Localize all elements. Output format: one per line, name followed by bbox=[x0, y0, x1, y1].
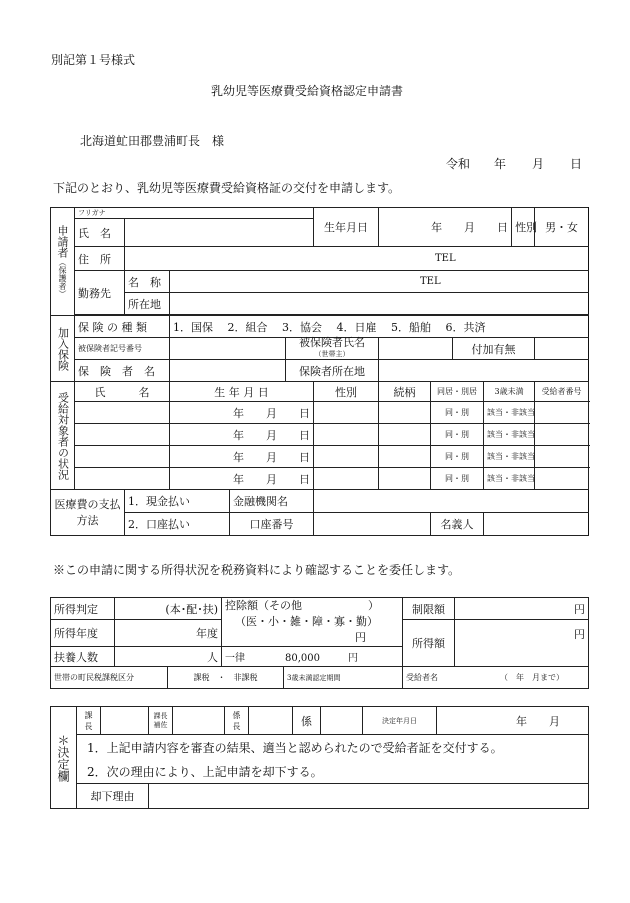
recipient-name-field[interactable] bbox=[75, 446, 170, 468]
recipient-relation[interactable] bbox=[379, 424, 431, 446]
limit-yen[interactable]: 円 bbox=[455, 598, 589, 620]
recipient-sex[interactable] bbox=[314, 446, 379, 468]
deduction-box[interactable]: 控除額（その他 ） （医・小・雑・障・寡・勤） 円 bbox=[222, 598, 403, 647]
bank-name-label: 金融機関名 bbox=[230, 490, 314, 513]
address-label: 住 所 bbox=[75, 247, 125, 271]
ka-cho-ho-stamp[interactable] bbox=[173, 707, 225, 735]
recipient-cohabit[interactable]: 同・別 bbox=[431, 424, 484, 446]
recipient-birth[interactable]: 年 月 日 bbox=[170, 402, 314, 424]
flat-deduction: 一律 80,000 円 bbox=[222, 647, 403, 667]
birth-label: 生年月日 bbox=[314, 208, 379, 247]
recipient-cohabit[interactable]: 同・別 bbox=[431, 468, 484, 490]
recipient-number[interactable] bbox=[535, 468, 589, 490]
sex-value[interactable]: 男・女 bbox=[535, 208, 589, 247]
under3-period-label: 3歳未満認定期間 bbox=[284, 667, 403, 689]
application-table bbox=[50, 207, 589, 536]
recipient-name-field[interactable] bbox=[75, 424, 170, 446]
workplace-addr-field[interactable] bbox=[170, 293, 589, 315]
payment-label: 医療費の支払方法 bbox=[51, 490, 125, 536]
recipient-sex[interactable] bbox=[314, 424, 379, 446]
insurance-types[interactable]: 1．国保 2．組合 3．協会 4．日雇 5．船舶 6．共済 bbox=[170, 316, 589, 338]
recipient-header-relation: 続柄 bbox=[379, 382, 431, 402]
extra-field[interactable] bbox=[535, 338, 589, 360]
insured-symbol-field[interactable] bbox=[170, 338, 286, 360]
dependents-value[interactable]: 人 bbox=[115, 647, 222, 667]
year-value[interactable]: 年度 bbox=[115, 620, 222, 647]
ka-cho-ho-label: 課長補佐 bbox=[149, 707, 173, 735]
insurance-section-label: 加入保険 bbox=[51, 316, 75, 382]
insurer-label: 保 険 者 名 bbox=[75, 360, 170, 382]
decision-table bbox=[50, 706, 589, 809]
recipient-relation[interactable] bbox=[379, 446, 431, 468]
recipient-header-birth: 生 年 月 日 bbox=[170, 382, 314, 402]
name-field[interactable] bbox=[125, 219, 314, 247]
address-tel[interactable]: TEL bbox=[125, 247, 589, 271]
ka-cho-stamp[interactable] bbox=[101, 707, 149, 735]
insured-name-label: 被保険者氏名 （世帯主） bbox=[286, 338, 379, 360]
date-line: 令和 年 月 日 bbox=[446, 157, 583, 171]
decision-item-1[interactable]: 1．上記申請内容を審査の結果、適当と認められたので受給者証を交付する。 bbox=[77, 735, 589, 760]
recipient-name-field[interactable] bbox=[75, 402, 170, 424]
kakari-stamp[interactable] bbox=[321, 707, 363, 735]
bank-name-field[interactable] bbox=[314, 490, 589, 513]
recipient-name-field[interactable] bbox=[75, 468, 170, 490]
workplace-addr-label: 所在地 bbox=[125, 293, 170, 315]
dependents-label: 扶養人数 bbox=[51, 647, 115, 667]
furigana-label: フリガナ bbox=[75, 208, 314, 219]
decided-date-value[interactable]: 年 月 bbox=[437, 707, 589, 735]
extra-label: 付加有無 bbox=[453, 338, 535, 360]
ka-cho-label: 課長 bbox=[77, 707, 101, 735]
name-label: 氏 名 bbox=[75, 219, 125, 247]
recipient-relation[interactable] bbox=[379, 402, 431, 424]
birth-value[interactable]: 年 月 日 bbox=[379, 208, 512, 247]
insurer-addr-field[interactable] bbox=[379, 360, 589, 382]
recipient-number[interactable] bbox=[535, 424, 589, 446]
recipient-sex[interactable] bbox=[314, 468, 379, 490]
insured-symbol-label: 被保険者記号番号 bbox=[75, 338, 170, 360]
consent-text: ※この申請に関する所得状況を税務資料により確認することを委任します。 bbox=[53, 563, 461, 577]
recipient-cohabit[interactable]: 同・別 bbox=[431, 402, 484, 424]
recipient-row bbox=[51, 424, 589, 446]
account-label: 口座番号 bbox=[230, 513, 314, 536]
recipient-relation[interactable] bbox=[379, 468, 431, 490]
year-label: 所得年度 bbox=[51, 620, 115, 647]
recipient-under3[interactable]: 該当・非該当 bbox=[484, 424, 535, 446]
recipient-birth[interactable]: 年 月 日 bbox=[170, 468, 314, 490]
limit-label: 制限額 bbox=[403, 598, 455, 620]
page-title: 乳幼児等医療費受給資格認定申請書 bbox=[211, 84, 404, 98]
recipients-section-label: 受給対象者の状況 bbox=[51, 382, 75, 490]
payment-cash[interactable]: 1．現金払い bbox=[125, 490, 230, 513]
recipient-under3[interactable]: 該当・非該当 bbox=[484, 402, 535, 424]
recipient-number[interactable] bbox=[535, 446, 589, 468]
recipient-name-until[interactable]: 受給者名 （ 年 月まで） bbox=[403, 667, 589, 689]
recipient-header-number: 受給者番号 bbox=[535, 382, 589, 402]
decision-section-label: ＊決定欄 bbox=[51, 707, 77, 809]
recipient-birth[interactable]: 年 月 日 bbox=[170, 424, 314, 446]
income-yen[interactable]: 円 bbox=[455, 620, 589, 667]
decided-date-label: 決定年月日 bbox=[363, 707, 437, 735]
kakari-cho-label: 係長 bbox=[225, 707, 249, 735]
insured-name-field[interactable] bbox=[379, 338, 453, 360]
intro-text: 下記のとおり、乳幼児等医療費受給資格証の交付を申請します。 bbox=[53, 181, 401, 195]
kakari-label: 係 bbox=[293, 707, 321, 735]
recipient-header-cohabit: 同居・別居 bbox=[431, 382, 484, 402]
recipient-birth[interactable]: 年 月 日 bbox=[170, 446, 314, 468]
recipient-number[interactable] bbox=[535, 402, 589, 424]
holder-field[interactable] bbox=[484, 513, 589, 536]
account-field[interactable] bbox=[314, 513, 431, 536]
workplace-name-label: 名 称 bbox=[125, 271, 170, 293]
recipient-row bbox=[51, 446, 589, 468]
decision-item-2[interactable]: 2．次の理由により、上記申請を却下する。 bbox=[77, 760, 589, 784]
recipient-row bbox=[51, 468, 589, 490]
insurer-addr-label: 保険者所在地 bbox=[286, 360, 379, 382]
recipient-under3[interactable]: 該当・非該当 bbox=[484, 446, 535, 468]
recipient-header-under3: 3歳未満 bbox=[484, 382, 535, 402]
income-table bbox=[50, 597, 589, 689]
holder-label: 名義人 bbox=[431, 513, 484, 536]
tax-class-value[interactable]: 課税 ・ 非課税 bbox=[168, 667, 284, 689]
recipient-cohabit[interactable]: 同・別 bbox=[431, 446, 484, 468]
judge-value[interactable]: (本･配･扶) bbox=[115, 598, 222, 620]
recipient-row bbox=[51, 402, 589, 424]
addressee: 北海道虻田郡豊浦町長 様 bbox=[80, 134, 225, 148]
workplace-tel[interactable]: TEL bbox=[170, 271, 589, 293]
sex-label: 性別 bbox=[512, 208, 535, 247]
form-number: 別記第１号様式 bbox=[51, 53, 136, 67]
judge-label: 所得判定 bbox=[51, 598, 115, 620]
recipient-sex[interactable] bbox=[314, 402, 379, 424]
recipient-header-name: 氏 名 bbox=[75, 382, 170, 402]
insurance-type-label: 保 険 の 種 類 bbox=[75, 316, 170, 338]
recipient-under3[interactable]: 該当・非該当 bbox=[484, 468, 535, 490]
applicant-section-label: 申請者（保護者） bbox=[51, 208, 75, 316]
insurer-field[interactable] bbox=[170, 360, 286, 382]
reject-reason-label: 却下理由 bbox=[77, 784, 149, 809]
workplace-label: 勤務先 bbox=[75, 271, 125, 315]
recipient-header-sex: 性別 bbox=[314, 382, 379, 402]
kakari-cho-stamp[interactable] bbox=[249, 707, 293, 735]
payment-transfer[interactable]: 2．口座払い bbox=[125, 513, 230, 536]
income-label: 所得額 bbox=[403, 620, 455, 667]
tax-class-label: 世帯の町民税課税区分 bbox=[51, 667, 168, 689]
reject-reason-field[interactable] bbox=[149, 784, 589, 809]
